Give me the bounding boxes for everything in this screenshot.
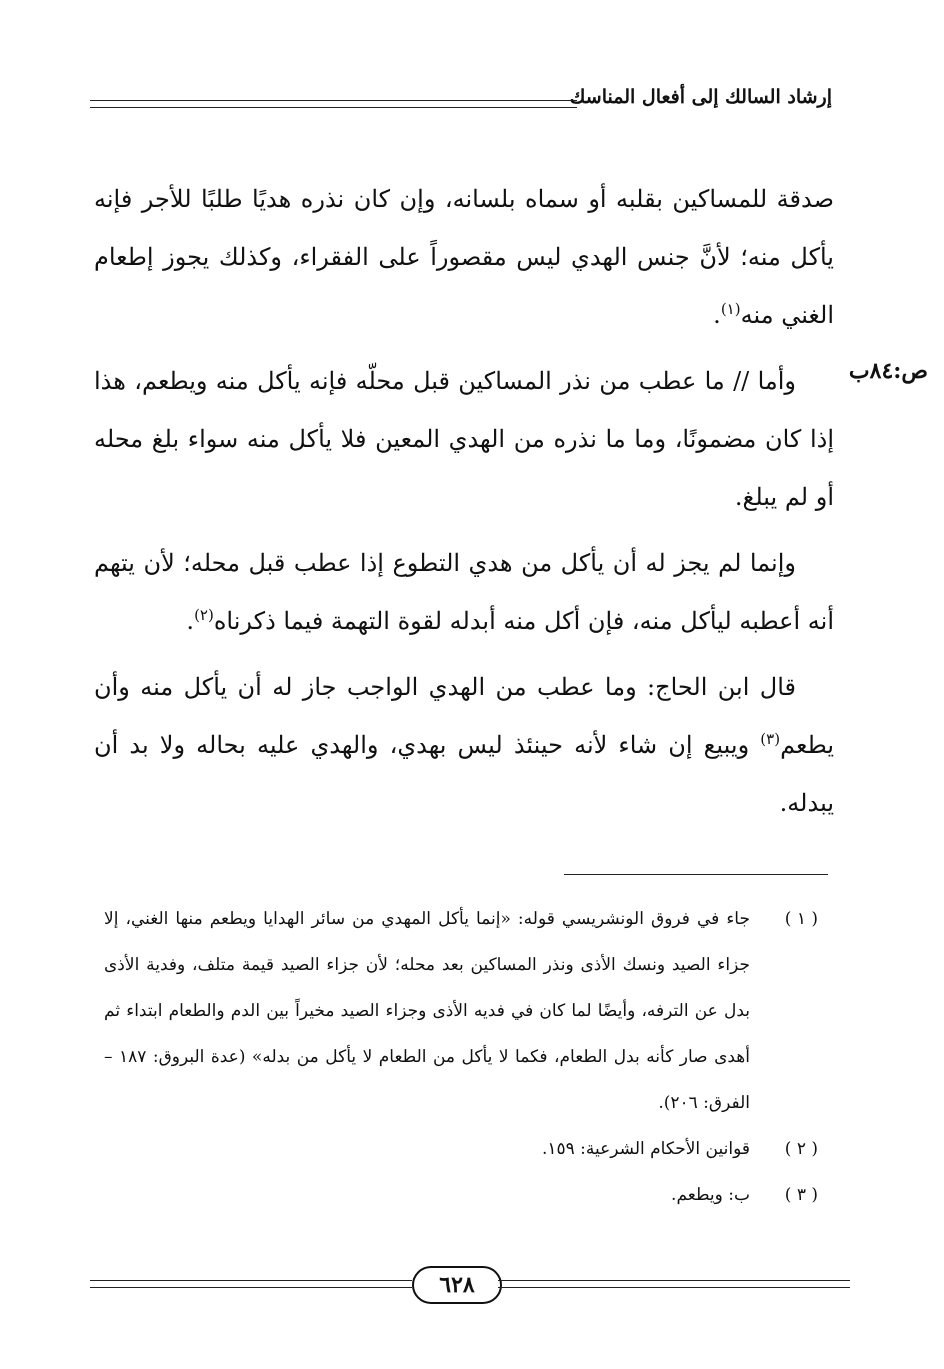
paragraph-1-text: صدقة للمساكين بقلبه أو سماه بلسانه، وإن كان نذره هديًا طلبًا للأجر فإنه يأكل منه؛ لأنَّ جنس الهدي ليس مقصوراً على الفقراء، وكذلك يجوز إطعام الغني منه [94,185,834,329]
footnote-3 [104,1172,828,1218]
footnote-1 [104,896,828,1126]
footnote-2 [104,1126,828,1172]
footnotes [104,896,828,1218]
paragraph-1-end: . [713,301,721,329]
main-text [94,170,834,840]
footnote-number: ( ٣ ) [784,1185,818,1205]
footnote-text: قوانين الأحكام الشرعية: ١٥٩. [541,1139,750,1159]
header-double-rule [90,100,577,108]
paragraph-2-text: وأما // ما عطب من نذر المساكين قبل محلّه فإنه يأكل منه ويطعم، هذا إذا كان مضمونًا، وما ما نذره من الهدي المعين فلا يأكل منه سواء بلغ محله أو لم يبلغ. [94,367,834,511]
paragraph-3 [94,534,834,650]
paragraph-1 [94,170,834,344]
footnote-ref-2[interactable]: (٢) [194,606,214,624]
footnote-number: ( ٢ ) [784,1139,818,1159]
paragraph-4-text-a: قال ابن الحاج: وما عطب من الهدي الواجب جاز له أن يأكل منه وأن يطعم [94,673,834,759]
paragraph-3-end: . [186,607,195,635]
footer-rule-left [90,1280,412,1288]
footnote-ref-3[interactable]: (٣) [760,730,781,748]
footer-rule-right [498,1280,850,1288]
footnote-text: جاء في فروق الونشريسي قوله: «إنما يأكل المهدي من سائر الهدايا ويطعم منها الغني، إلا جزاء الصيد ونسك الأذى ونذر المساكين بعد محله؛ لأن جزاء الصيد قيمة متلف، وفدية الأذى بدل عن الترفه، وأيضًا لما كان في فديه الأذى وجزاء الصيد مخيراً بين الدم والطعام ابتداء ثم أهدى صار كأنه بدل الطعام، فكما لا يأكل من الطعام لا يأكل من بدله» (عدة البروق: ١٨٧ – الفرق: ٢٠٦). [104,909,750,1113]
paragraph-4 [94,658,834,832]
footnote-text: ب: ويطعم. [671,1185,750,1205]
footnote-separator [564,874,828,875]
footnote-number: ( ١ ) [784,909,818,929]
page-number: ٦٢٨ [412,1266,502,1304]
footnote-ref-1[interactable]: (١) [720,300,741,318]
page-footer [90,1266,850,1306]
manuscript-folio-note: ص:٨٤ب [848,358,928,384]
running-header [90,86,832,120]
header-title: إرشاد السالك إلى أفعال المناسك [569,86,832,108]
paragraph-2 [94,352,834,526]
paragraph-3-text: وإنما لم يجز له أن يأكل من هدي التطوع إذا عطب قبل محله؛ لأن يتهم أنه أعطبه ليأكل منه، فإن أكل منه أبدله لقوة التهمة فيما ذكرناه [94,549,834,635]
paragraph-4-text-b: ويبيع إن شاء لأنه حينئذ ليس بهدي، والهدي عليه بحاله ولا بد أن يبدله. [94,731,834,817]
